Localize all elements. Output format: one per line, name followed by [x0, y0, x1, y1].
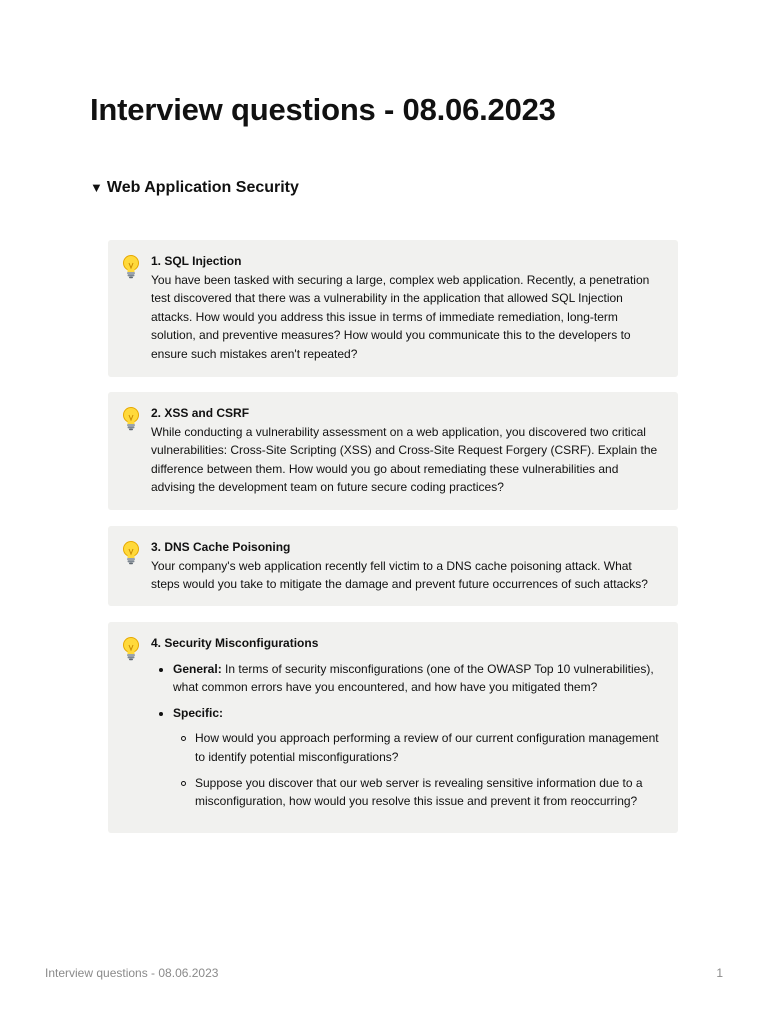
callout-heading: 4. Security Misconfigurations	[151, 636, 319, 650]
callout-heading: 1. SQL Injection	[151, 254, 242, 268]
footer-page-number: 1	[716, 966, 723, 980]
lightbulb-icon	[120, 254, 142, 280]
lightbulb-icon	[120, 540, 142, 566]
bullet-list	[151, 660, 662, 811]
list-item-general	[151, 660, 662, 697]
lightbulb-icon	[120, 636, 142, 662]
callout-body: Your company's web application recently fell victim to a DNS cache poisoning attack. What steps would you take to mitigate the damage and prevent future occurrences of such attacks?	[151, 558, 648, 592]
general-text: In terms of security misconfigurations (one of the OWASP Top 10 vulnerabilities), what common errors have you encountered, and how have you mitigated them?	[173, 661, 654, 695]
list-item: Suppose you discover that our web server is revealing sensitive information due to a misconfiguration, how would you resolve this issue and prevent it from reoccurring?	[173, 774, 662, 811]
callout-dns-cache-poisoning	[108, 526, 678, 606]
specific-label: Specific:	[173, 705, 224, 720]
callout-security-misconfigurations	[108, 622, 678, 833]
footer-doc-title: Interview questions - 08.06.2023	[45, 966, 219, 980]
toggle-label: Web Application Security	[106, 179, 299, 196]
list-item-specific	[151, 704, 662, 811]
sub-bullet-list	[173, 729, 662, 810]
toggle-arrow-icon[interactable]: ▼	[90, 180, 103, 195]
toggle-web-application-security[interactable]	[90, 179, 299, 197]
page-title: Interview questions - 08.06.2023	[90, 92, 556, 127]
general-label: General:	[173, 661, 222, 676]
callout-sql-injection	[108, 240, 678, 377]
callout-heading: 3. DNS Cache Poisoning	[151, 540, 291, 554]
list-item: How would you approach performing a review of our current configuration management to identify potential misconfigurations?	[173, 729, 662, 766]
callout-xss-csrf	[108, 392, 678, 510]
lightbulb-icon	[120, 406, 142, 432]
callout-heading: 2. XSS and CSRF	[151, 406, 250, 420]
callout-body: You have been tasked with securing a large, complex web application. Recently, a penetration test discovered that there was a vulnerability in the application that allowed SQL Injection attacks. How would you address this issue in terms of immediate remediation, long-term solution, and preventive measures? How would you communicate this to the developers to ensure such mistakes aren't repeated?	[151, 272, 650, 361]
callout-body: While conducting a vulnerability assessment on a web application, you discovered two critical vulnerabilities: Cross-Site Scripting (XSS) and Cross-Site Request Forgery (CSRF). Explain the difference between them. How would you go about remediating these vulnerabilities and advising the development team on future secure coding practices?	[151, 424, 658, 495]
